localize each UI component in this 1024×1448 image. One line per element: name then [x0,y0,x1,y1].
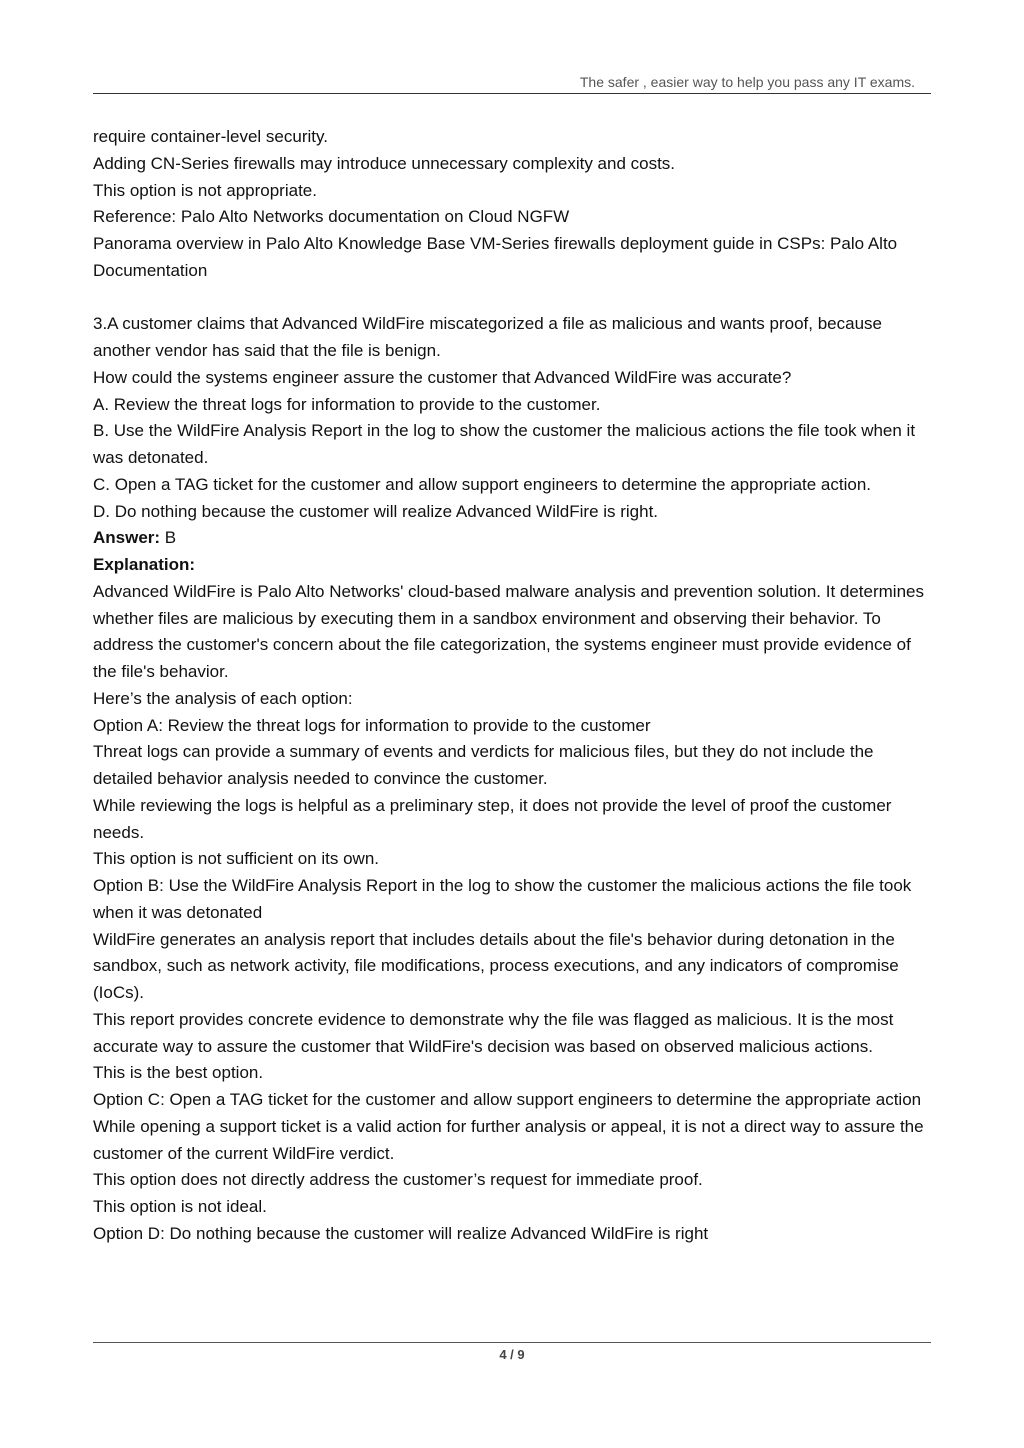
header-divider [93,93,931,94]
explanation-paragraph: Threat logs can provide a summary of events and verdicts for malicious files, but they do not include the detailed behavior analysis needed to convince the customer. [93,742,874,788]
answer-value: B [160,528,177,548]
intro-line: Adding CN-Series firewalls may introduce unnecessary complexity and costs. [93,153,676,173]
option-b: B. Use the WildFire Analysis Report in the log to show the customer the malicious actions the file took when it was detonated. [93,421,916,467]
question-prompt: How could the systems engineer assure the customer that Advanced WildFire was accurate? [93,367,792,387]
explanation-paragraph: Option D: Do nothing because the customer will realize Advanced WildFire is right [93,1223,709,1243]
answer-line [93,525,933,552]
intro-line: require container-level security. [93,127,328,146]
explanation-paragraph: Option A: Review the threat logs for information to provide to the customer [93,715,651,735]
explanation-paragraph: Option C: Open a TAG ticket for the customer and allow support engineers to determine the appropriate action [93,1090,922,1109]
explanation-paragraph: This option is not ideal. [93,1197,267,1216]
spacer [93,285,933,312]
explanation-paragraph: This option does not directly address the customer’s request for immediate proof. [93,1170,703,1190]
intro-line: This option is not appropriate. [93,180,317,200]
page-number: 4 / 9 [499,1347,525,1362]
explanation-paragraph: Here’s the analysis of each option: [93,688,353,708]
explanation-paragraph: While opening a support ticket is a valid action for further analysis or appeal, it is not a direct way to assure the customer of the current WildFire verdict. [93,1116,924,1163]
explanation-paragraph: WildFire generates an analysis report that includes details about the file's behavior during detonation in the sandbox, such as network activity, file modifications, process executions, and any indicators of compromise (IoCs). [93,929,899,1002]
explanation-paragraph: Option B: Use the WildFire Analysis Report in the log to show the customer the malicious actions the file took when it was detonated [93,876,912,922]
option-d: D. Do nothing because the customer will realize Advanced WildFire is right. [93,501,659,521]
explanation-paragraph: This is the best option. [93,1063,264,1083]
header-tagline: The safer , easier way to help you pass any IT exams. [579,74,915,90]
explanation-paragraph: While reviewing the logs is helpful as a preliminary step, it does not provide the level of proof the customer needs. [93,795,892,842]
answer-label: Answer: [93,528,161,548]
option-a: A. Review the threat logs for information to provide to the customer. [93,394,601,414]
explanation-label: Explanation: [93,555,196,574]
page-content [93,124,933,1248]
explanation-paragraph: Advanced WildFire is Palo Alto Networks' cloud-based malware analysis and prevention solution. It determines whether files are malicious by executing them in a sandbox environment and observing their behavior. To address the customer's concern about the file categorization, the systems engineer must provide evidence of the file's behavior. [93,581,924,681]
explanation-paragraph: This option is not sufficient on its own. [93,849,380,869]
intro-line: Panorama overview in Palo Alto Knowledge Base VM-Series firewalls deployment guide in CSPs: Palo Alto Documentation [93,234,898,280]
footer-divider [93,1342,931,1343]
option-c: C. Open a TAG ticket for the customer and allow support engineers to determine the appropriate action. [93,474,872,494]
intro-line: Reference: Palo Alto Networks documentation on Cloud NGFW [93,207,570,227]
question-stem: 3.A customer claims that Advanced WildFire miscategorized a file as malicious and wants proof, because another vendor has said that the file is benign. [93,314,882,360]
explanation-paragraph: This report provides concrete evidence to demonstrate why the file was flagged as malicious. It is the most accurate way to assure the customer that WildFire's decision was based on observed malicious actions. [93,1009,894,1056]
